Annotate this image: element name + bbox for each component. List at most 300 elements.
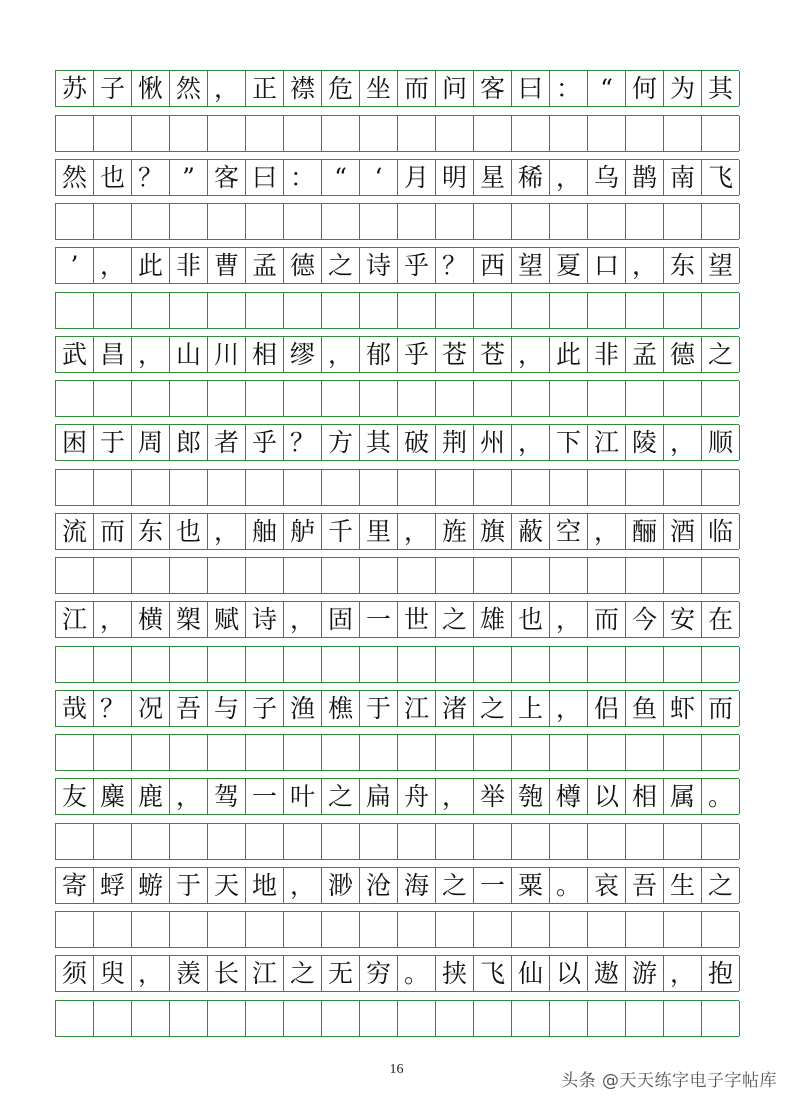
blank-cell[interactable]: [208, 558, 246, 593]
blank-cell[interactable]: [436, 824, 474, 859]
blank-cell[interactable]: [626, 558, 664, 593]
grid-cell: 夏: [550, 248, 588, 283]
grid-cell: 愀: [132, 71, 170, 106]
blank-cell[interactable]: [398, 204, 436, 239]
blank-cell[interactable]: [588, 1001, 626, 1036]
grid-cell: 之: [322, 779, 360, 814]
blank-cell[interactable]: [702, 735, 740, 770]
blank-cell[interactable]: [246, 1001, 284, 1036]
grid-cell: 于: [360, 691, 398, 726]
grid-cell: 此: [132, 248, 170, 283]
grid-cell: 为: [664, 71, 702, 106]
blank-cell[interactable]: [626, 647, 664, 682]
grid-cell: 之: [702, 868, 740, 903]
blank-cell[interactable]: [550, 381, 588, 416]
blank-cell[interactable]: [474, 912, 512, 947]
grid-cell: 之: [474, 691, 512, 726]
blank-cell[interactable]: [56, 824, 94, 859]
blank-cell[interactable]: [94, 558, 132, 593]
grid-cell: 。: [550, 868, 588, 903]
blank-cell[interactable]: [170, 204, 208, 239]
blank-cell[interactable]: [550, 735, 588, 770]
blank-cell[interactable]: [702, 204, 740, 239]
blank-cell[interactable]: [436, 381, 474, 416]
blank-cell[interactable]: [360, 1001, 398, 1036]
blank-cell[interactable]: [550, 558, 588, 593]
grid-cell: 流: [56, 514, 94, 549]
blank-cell[interactable]: [398, 293, 436, 328]
grid-cell: ，: [512, 425, 550, 460]
blank-cell[interactable]: [626, 381, 664, 416]
blank-cell[interactable]: [208, 293, 246, 328]
grid-cell: 曰: [512, 71, 550, 106]
blank-cell[interactable]: [436, 204, 474, 239]
blank-cell[interactable]: [132, 381, 170, 416]
blank-cell[interactable]: [360, 293, 398, 328]
blank-cell[interactable]: [132, 1001, 170, 1036]
blank-cell[interactable]: [284, 293, 322, 328]
blank-practice-row: [55, 292, 739, 329]
grid-cell: 稀: [512, 160, 550, 195]
blank-cell[interactable]: [94, 1001, 132, 1036]
blank-cell[interactable]: [398, 381, 436, 416]
blank-practice-row: [55, 115, 739, 152]
blank-cell[interactable]: [550, 293, 588, 328]
blank-cell[interactable]: [284, 116, 322, 151]
blank-cell[interactable]: [588, 824, 626, 859]
blank-cell[interactable]: [436, 912, 474, 947]
blank-cell[interactable]: [208, 647, 246, 682]
grid-cell: 遨: [588, 956, 626, 991]
grid-cell: 扁: [360, 779, 398, 814]
blank-cell[interactable]: [246, 912, 284, 947]
blank-cell[interactable]: [322, 204, 360, 239]
blank-cell[interactable]: [436, 470, 474, 505]
grid-cell: 固: [322, 602, 360, 637]
blank-cell[interactable]: [702, 647, 740, 682]
blank-cell[interactable]: [284, 735, 322, 770]
blank-cell[interactable]: [702, 470, 740, 505]
text-row: [55, 955, 739, 992]
blank-cell[interactable]: [664, 912, 702, 947]
grid-cell: 况: [132, 691, 170, 726]
blank-cell[interactable]: [588, 735, 626, 770]
grid-cell: 子: [94, 71, 132, 106]
blank-cell[interactable]: [626, 735, 664, 770]
blank-cell[interactable]: [474, 381, 512, 416]
blank-cell[interactable]: [398, 824, 436, 859]
grid-cell: 非: [170, 248, 208, 283]
grid-cell: 于: [170, 868, 208, 903]
grid-cell: 叶: [284, 779, 322, 814]
blank-cell[interactable]: [246, 381, 284, 416]
grid-cell: 危: [322, 71, 360, 106]
blank-cell[interactable]: [170, 1001, 208, 1036]
blank-cell[interactable]: [94, 381, 132, 416]
grid-cell: 而: [588, 602, 626, 637]
blank-cell[interactable]: [170, 824, 208, 859]
blank-cell[interactable]: [664, 1001, 702, 1036]
blank-cell[interactable]: [550, 116, 588, 151]
blank-cell[interactable]: [512, 735, 550, 770]
grid-cell: 臾: [94, 956, 132, 991]
blank-cell[interactable]: [246, 204, 284, 239]
text-row: [55, 778, 739, 815]
blank-cell[interactable]: [398, 470, 436, 505]
blank-cell[interactable]: [56, 647, 94, 682]
grid-cell: 相: [246, 337, 284, 372]
blank-cell[interactable]: [94, 824, 132, 859]
blank-cell[interactable]: [208, 1001, 246, 1036]
grid-cell: 客: [474, 71, 512, 106]
blank-cell[interactable]: [56, 558, 94, 593]
grid-cell: 襟: [284, 71, 322, 106]
blank-practice-row: [55, 380, 739, 417]
blank-cell[interactable]: [664, 735, 702, 770]
grid-cell: ，: [626, 248, 664, 283]
blank-cell[interactable]: [360, 116, 398, 151]
text-row: [55, 513, 739, 550]
grid-cell: 。: [702, 779, 740, 814]
blank-cell[interactable]: [588, 912, 626, 947]
blank-cell[interactable]: [550, 204, 588, 239]
blank-cell[interactable]: [550, 912, 588, 947]
blank-cell[interactable]: [474, 470, 512, 505]
grid-cell: 抱: [702, 956, 740, 991]
blank-cell[interactable]: [132, 116, 170, 151]
grid-cell: 渔: [284, 691, 322, 726]
blank-cell[interactable]: [436, 735, 474, 770]
blank-cell[interactable]: [56, 470, 94, 505]
grid-cell: 江: [588, 425, 626, 460]
grid-cell: 沧: [360, 868, 398, 903]
blank-cell[interactable]: [132, 204, 170, 239]
blank-cell[interactable]: [94, 912, 132, 947]
blank-cell[interactable]: [208, 470, 246, 505]
text-row: [55, 336, 739, 373]
blank-cell[interactable]: [322, 1001, 360, 1036]
blank-cell[interactable]: [132, 647, 170, 682]
grid-cell: ，: [132, 956, 170, 991]
blank-cell[interactable]: [56, 204, 94, 239]
blank-cell[interactable]: [208, 204, 246, 239]
blank-cell[interactable]: [664, 204, 702, 239]
blank-cell[interactable]: [360, 824, 398, 859]
blank-cell[interactable]: [664, 824, 702, 859]
blank-cell[interactable]: [284, 824, 322, 859]
blank-cell[interactable]: [474, 293, 512, 328]
grid-cell: 千: [322, 514, 360, 549]
blank-cell[interactable]: [170, 647, 208, 682]
blank-cell[interactable]: [132, 735, 170, 770]
blank-cell[interactable]: [170, 381, 208, 416]
blank-cell[interactable]: [322, 824, 360, 859]
blank-cell[interactable]: [512, 381, 550, 416]
grid-cell: 客: [208, 160, 246, 195]
blank-cell[interactable]: [322, 293, 360, 328]
blank-cell[interactable]: [474, 116, 512, 151]
blank-cell[interactable]: [398, 558, 436, 593]
blank-cell[interactable]: [322, 912, 360, 947]
blank-cell[interactable]: [398, 1001, 436, 1036]
grid-cell: 之: [322, 248, 360, 283]
grid-cell: 德: [284, 248, 322, 283]
blank-cell[interactable]: [702, 116, 740, 151]
grid-cell: 雄: [474, 602, 512, 637]
grid-cell: 樽: [550, 779, 588, 814]
page-number: 16: [389, 1062, 404, 1077]
blank-cell[interactable]: [360, 912, 398, 947]
blank-cell[interactable]: [626, 204, 664, 239]
grid-cell: 相: [626, 779, 664, 814]
blank-cell[interactable]: [436, 558, 474, 593]
blank-cell[interactable]: [474, 1001, 512, 1036]
blank-cell[interactable]: [322, 647, 360, 682]
blank-cell[interactable]: [132, 824, 170, 859]
grid-cell: ，: [550, 602, 588, 637]
blank-cell[interactable]: [284, 470, 322, 505]
blank-cell[interactable]: [588, 116, 626, 151]
blank-cell[interactable]: [550, 824, 588, 859]
grid-cell: 一: [246, 779, 284, 814]
grid-cell: 者: [208, 425, 246, 460]
blank-cell[interactable]: [246, 735, 284, 770]
blank-cell[interactable]: [170, 912, 208, 947]
blank-cell[interactable]: [360, 204, 398, 239]
grid-cell: 东: [664, 248, 702, 283]
grid-cell: 横: [132, 602, 170, 637]
grid-cell: 望: [702, 248, 740, 283]
blank-cell[interactable]: [360, 470, 398, 505]
watermark: 头条 @天天练字电子字帖库: [561, 1071, 777, 1091]
blank-cell[interactable]: [284, 204, 322, 239]
blank-cell[interactable]: [664, 647, 702, 682]
grid-cell: 东: [132, 514, 170, 549]
grid-cell: 曰: [246, 160, 284, 195]
grid-cell: 也: [170, 514, 208, 549]
blank-cell[interactable]: [702, 824, 740, 859]
blank-cell[interactable]: [626, 293, 664, 328]
grid-cell: 之: [284, 956, 322, 991]
grid-cell: 一: [360, 602, 398, 637]
blank-cell[interactable]: [550, 470, 588, 505]
blank-cell[interactable]: [588, 381, 626, 416]
blank-cell[interactable]: [512, 470, 550, 505]
grid-cell: 也: [94, 160, 132, 195]
blank-cell[interactable]: [664, 293, 702, 328]
blank-cell[interactable]: [512, 647, 550, 682]
blank-cell[interactable]: [436, 647, 474, 682]
grid-cell: 而: [398, 71, 436, 106]
grid-cell: 海: [398, 868, 436, 903]
blank-cell[interactable]: [512, 116, 550, 151]
blank-cell[interactable]: [588, 293, 626, 328]
grid-cell: 渺: [322, 868, 360, 903]
blank-cell[interactable]: [94, 735, 132, 770]
blank-cell[interactable]: [512, 1001, 550, 1036]
blank-cell[interactable]: [56, 912, 94, 947]
grid-cell: ，: [94, 248, 132, 283]
grid-cell: 州: [474, 425, 512, 460]
blank-cell[interactable]: [588, 558, 626, 593]
grid-cell: 何: [626, 71, 664, 106]
grid-cell: 子: [246, 691, 284, 726]
blank-cell[interactable]: [246, 470, 284, 505]
grid-cell: 友: [56, 779, 94, 814]
grid-cell: 孟: [626, 337, 664, 372]
blank-cell[interactable]: [208, 381, 246, 416]
grid-cell: 属: [664, 779, 702, 814]
blank-cell[interactable]: [322, 558, 360, 593]
blank-cell[interactable]: [702, 381, 740, 416]
blank-cell[interactable]: [626, 824, 664, 859]
blank-cell[interactable]: [626, 1001, 664, 1036]
blank-cell[interactable]: [512, 204, 550, 239]
blank-cell[interactable]: [664, 470, 702, 505]
blank-cell[interactable]: [360, 381, 398, 416]
grid-cell: 舳: [246, 514, 284, 549]
blank-cell[interactable]: [208, 735, 246, 770]
blank-cell[interactable]: [94, 647, 132, 682]
grid-cell: 江: [398, 691, 436, 726]
blank-cell[interactable]: [512, 558, 550, 593]
blank-cell[interactable]: [702, 293, 740, 328]
blank-cell[interactable]: [208, 116, 246, 151]
blank-cell[interactable]: [474, 824, 512, 859]
blank-cell[interactable]: [94, 470, 132, 505]
grid-cell: 今: [626, 602, 664, 637]
blank-cell[interactable]: [474, 204, 512, 239]
blank-cell[interactable]: [132, 470, 170, 505]
blank-cell[interactable]: [322, 381, 360, 416]
blank-cell[interactable]: [246, 293, 284, 328]
grid-cell: ，: [512, 337, 550, 372]
grid-cell: ‘: [360, 160, 398, 195]
blank-cell[interactable]: [474, 647, 512, 682]
blank-cell[interactable]: [284, 381, 322, 416]
text-row: [55, 70, 739, 107]
blank-cell[interactable]: [436, 293, 474, 328]
blank-cell[interactable]: [398, 735, 436, 770]
blank-cell[interactable]: [474, 558, 512, 593]
blank-cell[interactable]: [588, 470, 626, 505]
grid-cell: 吾: [626, 868, 664, 903]
grid-cell: 飞: [702, 160, 740, 195]
blank-cell[interactable]: [588, 647, 626, 682]
grid-cell: 里: [360, 514, 398, 549]
grid-cell: 苍: [436, 337, 474, 372]
blank-cell[interactable]: [322, 735, 360, 770]
blank-cell[interactable]: [398, 647, 436, 682]
blank-cell[interactable]: [170, 293, 208, 328]
blank-cell[interactable]: [94, 204, 132, 239]
blank-cell[interactable]: [322, 470, 360, 505]
blank-cell[interactable]: [360, 558, 398, 593]
blank-cell[interactable]: [284, 558, 322, 593]
grid-cell: 鱼: [626, 691, 664, 726]
blank-cell[interactable]: [208, 912, 246, 947]
blank-cell[interactable]: [170, 558, 208, 593]
blank-cell[interactable]: [550, 647, 588, 682]
blank-cell[interactable]: [398, 912, 436, 947]
grid-cell: 乌: [588, 160, 626, 195]
blank-cell[interactable]: [436, 116, 474, 151]
blank-cell[interactable]: [94, 293, 132, 328]
blank-cell[interactable]: [284, 647, 322, 682]
grid-cell: 山: [170, 337, 208, 372]
grid-cell: 之: [436, 868, 474, 903]
blank-cell[interactable]: [132, 558, 170, 593]
blank-cell[interactable]: [246, 647, 284, 682]
grid-cell: 顺: [702, 425, 740, 460]
blank-cell[interactable]: [56, 735, 94, 770]
blank-cell[interactable]: [246, 558, 284, 593]
blank-cell[interactable]: [512, 824, 550, 859]
grid-cell: ：: [284, 160, 322, 195]
grid-cell: 生: [664, 868, 702, 903]
blank-cell[interactable]: [360, 647, 398, 682]
blank-cell[interactable]: [132, 912, 170, 947]
grid-cell: ，: [132, 337, 170, 372]
blank-cell[interactable]: [702, 1001, 740, 1036]
blank-cell[interactable]: [360, 735, 398, 770]
blank-practice-row: [55, 823, 739, 860]
grid-cell: 星: [474, 160, 512, 195]
blank-cell[interactable]: [588, 204, 626, 239]
blank-cell[interactable]: [56, 293, 94, 328]
blank-cell[interactable]: [246, 116, 284, 151]
blank-cell[interactable]: [284, 912, 322, 947]
grid-cell: 也: [512, 602, 550, 637]
blank-cell[interactable]: [626, 470, 664, 505]
grid-cell: 在: [702, 602, 740, 637]
text-row: [55, 601, 739, 638]
blank-cell[interactable]: [512, 293, 550, 328]
blank-cell[interactable]: [170, 116, 208, 151]
blank-cell[interactable]: [664, 558, 702, 593]
blank-cell[interactable]: [398, 116, 436, 151]
blank-cell[interactable]: [626, 116, 664, 151]
blank-cell[interactable]: [322, 116, 360, 151]
blank-cell[interactable]: [512, 912, 550, 947]
blank-practice-row: [55, 734, 739, 771]
blank-cell[interactable]: [56, 381, 94, 416]
blank-cell[interactable]: [56, 116, 94, 151]
blank-cell[interactable]: [436, 1001, 474, 1036]
blank-cell[interactable]: [626, 912, 664, 947]
blank-cell[interactable]: [664, 381, 702, 416]
blank-cell[interactable]: [132, 293, 170, 328]
blank-cell[interactable]: [246, 824, 284, 859]
blank-cell[interactable]: [170, 735, 208, 770]
blank-cell[interactable]: [94, 116, 132, 151]
grid-cell: 旗: [474, 514, 512, 549]
blank-cell[interactable]: [550, 1001, 588, 1036]
blank-cell[interactable]: [170, 470, 208, 505]
grid-cell: 西: [474, 248, 512, 283]
blank-cell[interactable]: [56, 1001, 94, 1036]
blank-cell[interactable]: [702, 558, 740, 593]
blank-cell[interactable]: [474, 735, 512, 770]
blank-cell[interactable]: [702, 912, 740, 947]
grid-cell: 樵: [322, 691, 360, 726]
grid-cell: 羡: [170, 956, 208, 991]
blank-cell[interactable]: [284, 1001, 322, 1036]
blank-cell[interactable]: [664, 116, 702, 151]
grid-cell: 仙: [512, 956, 550, 991]
blank-cell[interactable]: [208, 824, 246, 859]
grid-cell: 而: [94, 514, 132, 549]
